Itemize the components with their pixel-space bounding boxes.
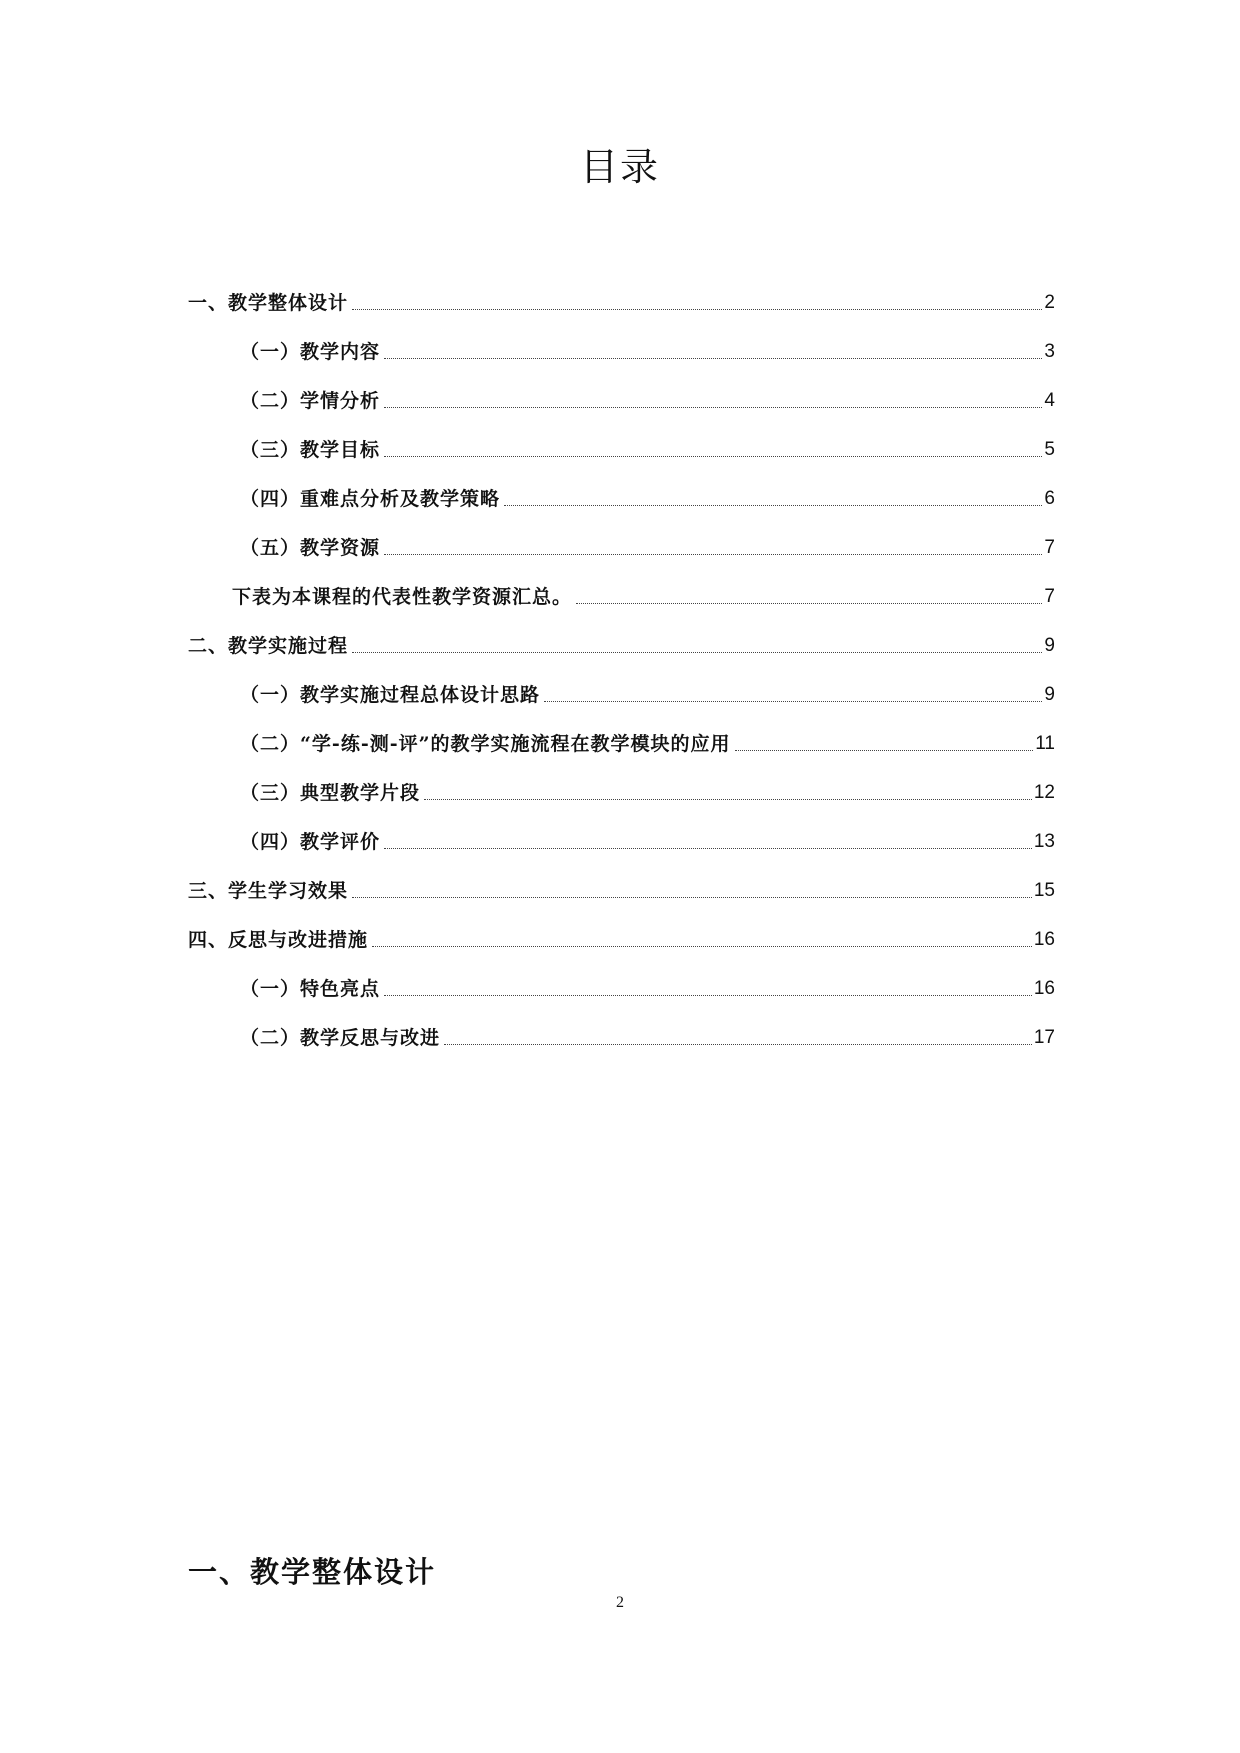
toc-entry-label: 一、教学整体设计 [188,292,349,314]
toc-list [188,265,1055,1049]
toc-dot-leader [384,357,1042,359]
toc-entry-label: 下表为本课程的代表性教学资源汇总。 [232,586,573,608]
toc-entry-label: （一）特色亮点 [240,978,381,1000]
toc-entry-label: （一）教学内容 [240,341,381,363]
toc-entry-label: （二）学情分析 [240,390,381,412]
section-heading: 一、教学整体设计 [188,1555,437,1589]
toc-dot-leader [384,455,1042,457]
toc-dot-leader [372,945,1032,947]
toc-entry[interactable] [188,608,1055,657]
toc-entry[interactable] [188,265,1055,314]
toc-entry[interactable] [188,510,1055,559]
toc-entry-label: （二）教学反思与改进 [240,1027,441,1049]
toc-dot-leader [576,602,1042,604]
toc-entry-label: （二）“学-练-测-评”的教学实施流程在教学模块的应用 [240,733,731,755]
toc-entry-page: 12 [1033,782,1055,803]
toc-dot-leader [352,896,1032,898]
toc-dot-leader [544,700,1042,702]
toc-entry-label: （一）教学实施过程总体设计思路 [240,684,541,706]
toc-entry-page: 7 [1044,586,1055,607]
toc-entry-page: 17 [1033,1027,1055,1048]
toc-entry-label: （三）典型教学片段 [240,782,421,804]
toc-entry[interactable] [188,461,1055,510]
toc-dot-leader [504,504,1042,506]
toc-entry[interactable] [188,314,1055,363]
toc-entry-page: 16 [1033,978,1055,999]
toc-entry-page: 6 [1044,488,1055,509]
toc-dot-leader [384,406,1042,408]
toc-entry-page: 15 [1033,880,1055,901]
page-number: 2 [616,1594,624,1611]
toc-entry-label: （三）教学目标 [240,439,381,461]
toc-entry-page: 2 [1044,292,1055,313]
toc-entry-label: （四）重难点分析及教学策略 [240,488,501,510]
toc-entry-page: 9 [1044,684,1055,705]
toc-dot-leader [735,749,1034,751]
toc-entry[interactable] [188,657,1055,706]
toc-entry-page: 4 [1044,390,1055,411]
toc-entry-label: （五）教学资源 [240,537,381,559]
toc-dot-leader [384,553,1042,555]
toc-entry-page: 16 [1033,929,1055,950]
toc-entry[interactable] [188,804,1055,853]
toc-entry[interactable] [188,412,1055,461]
toc-entry[interactable] [188,559,1055,608]
toc-title: 目录 [579,145,660,189]
toc-entry[interactable] [188,363,1055,412]
toc-entry[interactable] [188,951,1055,1000]
toc-dot-leader [384,994,1032,996]
toc-entry-page: 11 [1035,733,1055,754]
toc-dot-leader [384,847,1032,849]
toc-entry-page: 9 [1044,635,1055,656]
toc-entry-page: 5 [1044,439,1055,460]
toc-entry-label: （四）教学评价 [240,831,381,853]
toc-entry[interactable] [188,706,1055,755]
toc-entry[interactable] [188,755,1055,804]
toc-entry-label: 三、学生学习效果 [188,880,349,902]
toc-entry-page: 13 [1033,831,1055,852]
toc-dot-leader [444,1043,1032,1045]
toc-entry[interactable] [188,902,1055,951]
toc-entry[interactable] [188,1000,1055,1049]
toc-entry[interactable] [188,853,1055,902]
toc-entry-page: 3 [1044,341,1055,362]
toc-entry-page: 7 [1044,537,1055,558]
toc-entry-label: 二、教学实施过程 [188,635,349,657]
toc-dot-leader [424,798,1032,800]
toc-dot-leader [352,651,1042,653]
toc-dot-leader [352,308,1042,310]
toc-entry-label: 四、反思与改进措施 [188,929,369,951]
